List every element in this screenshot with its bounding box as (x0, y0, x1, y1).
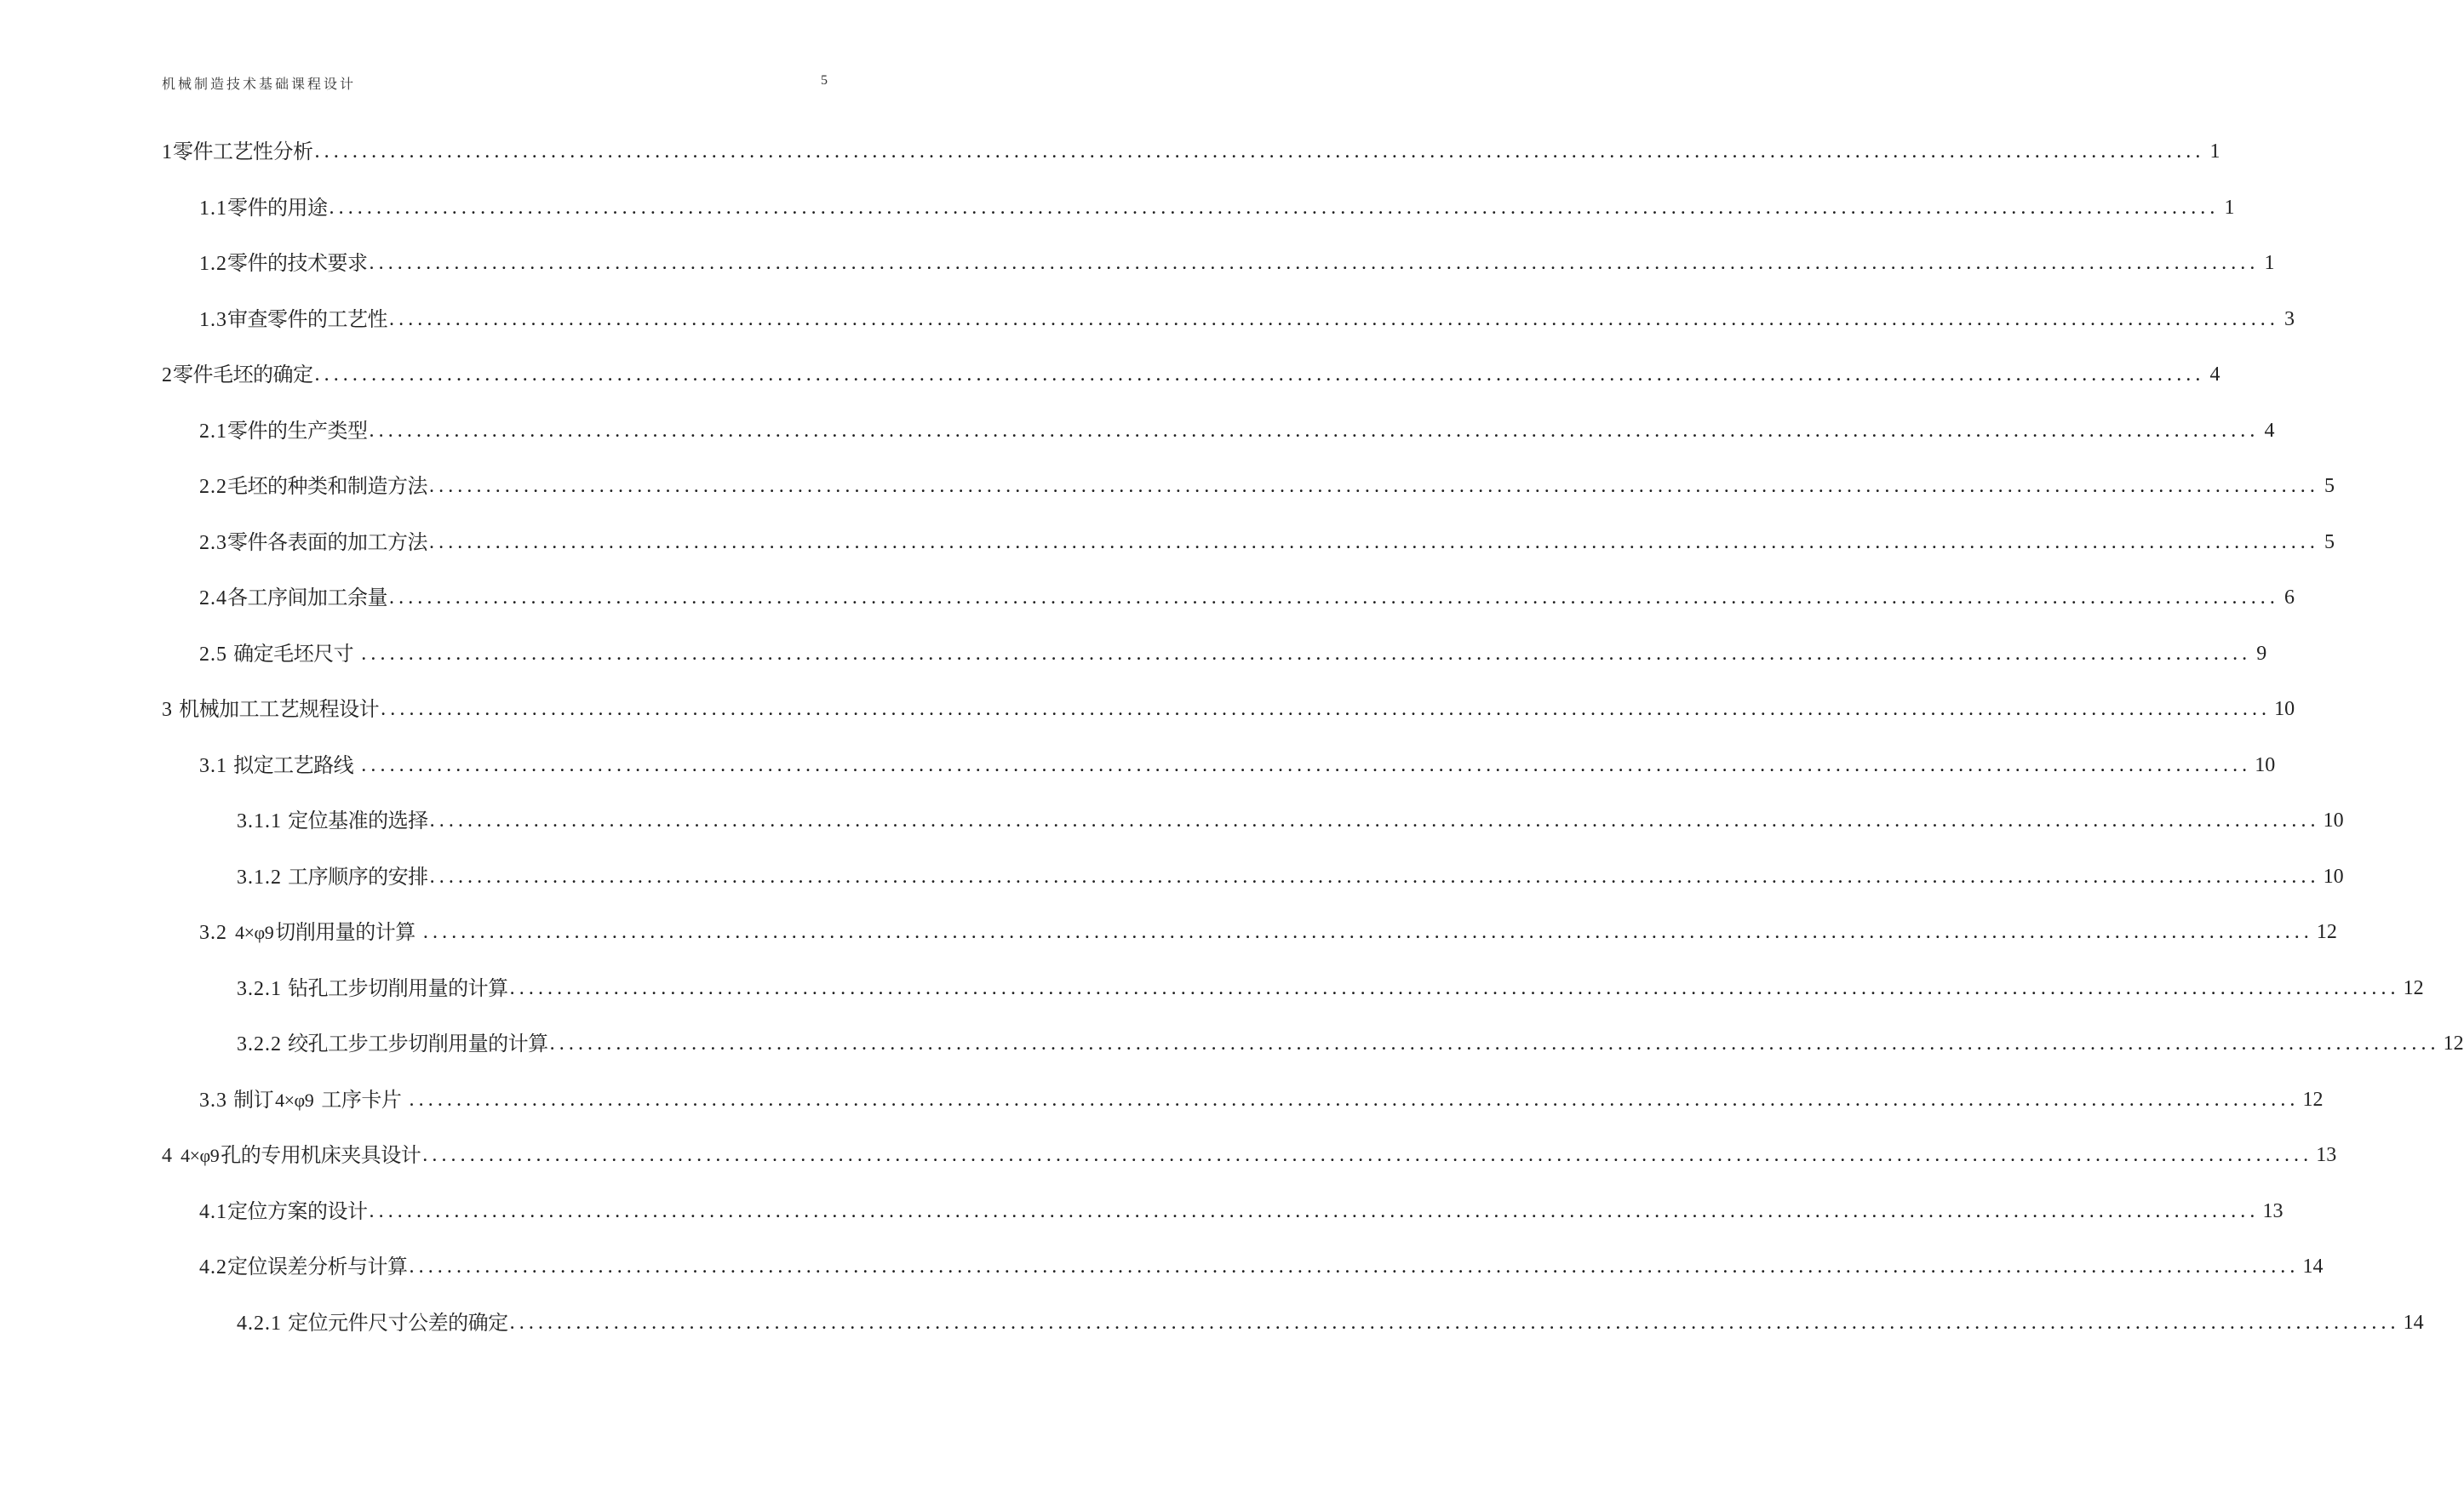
toc-dot-leader: ........................................................................................................................................................................................................ (369, 419, 2260, 442)
toc-entry-page: 10 (2255, 753, 2276, 776)
toc-entry[interactable] (162, 138, 2220, 194)
toc-dot-leader: ........................................................................................................................................................................................................ (369, 1199, 2260, 1222)
toc-entry-number: 3.1 (199, 754, 227, 777)
toc-entry-label (199, 918, 421, 947)
toc-entry[interactable] (162, 361, 2220, 417)
toc-entry-title: 拟定工艺路线 (227, 752, 360, 777)
toc-entry-page: 14 (2403, 1311, 2424, 1334)
toc-entry-number: 2.4 (199, 587, 227, 609)
toc-entry[interactable] (162, 1309, 2424, 1365)
toc-entry-title: 定位方案的设计 (227, 1198, 368, 1223)
toc-entry[interactable] (162, 417, 2275, 473)
toc-entry[interactable] (162, 306, 2295, 362)
toc-dot-leader: ........................................................................................................................................................................................................ (509, 1311, 2400, 1334)
toc-dot-leader: ........................................................................................................................................................................................................ (422, 921, 2313, 943)
toc-entry-label (162, 138, 313, 166)
toc-entry-label (199, 1253, 408, 1281)
toc-entry-page: 4 (2264, 419, 2275, 442)
toc-entry-title: 零件毛坯的确定 (173, 363, 313, 386)
toc-entry-page: 1 (2264, 252, 2275, 274)
toc-entry-page: 3 (2284, 307, 2295, 330)
toc-entry[interactable] (162, 1198, 2283, 1254)
toc-entry-page: 12 (2302, 1088, 2324, 1111)
toc-entry-label (199, 306, 387, 334)
toc-entry-title: 定位元件尺寸公差的确定 (282, 1310, 508, 1335)
toc-dot-leader: ........................................................................................................................................................................................................ (549, 1033, 2440, 1055)
toc-entry-number: 1.2 (199, 253, 227, 275)
toc-entry-label (199, 249, 368, 277)
toc-entry-label (237, 1030, 548, 1058)
toc-entry-number: 2.3 (199, 531, 227, 554)
toc-entry[interactable] (162, 1141, 2337, 1198)
toc-entry-title: 零件的技术要求 (227, 251, 368, 275)
toc-entry-title: 孔的专用机床夹具设计 (221, 1143, 421, 1167)
toc-entry-page: 5 (2324, 475, 2335, 497)
toc-dot-leader: ........................................................................................................................................................................................................ (389, 586, 2279, 609)
toc-entry-title: 确定毛坯尺寸 (227, 641, 360, 666)
toc-entry-title: 绞孔工步工步切削用量的计算 (282, 1032, 548, 1055)
toc-entry-page: 12 (2403, 976, 2424, 999)
toc-dot-leader: ........................................................................................................................................................................................................ (369, 252, 2260, 274)
toc-entry-title: 零件各表面的加工方法 (227, 529, 427, 554)
toc-entry-title: 钻孔工步切削用量的计算 (282, 975, 508, 1000)
toc-entry-label (162, 361, 313, 389)
toc-entry-title: 零件的生产类型 (227, 418, 368, 443)
toc-entry-page: 10 (2323, 865, 2344, 888)
toc-entry[interactable] (162, 640, 2267, 696)
toc-dot-leader: ........................................................................................................................................................................................................ (314, 140, 2205, 163)
toc-entry[interactable] (162, 918, 2337, 975)
header-page-number: 5 (821, 73, 828, 88)
toc-entry-label (237, 1309, 508, 1337)
toc-entry-number: 3.1.2 (237, 866, 282, 889)
toc-entry-page: 9 (2256, 642, 2267, 665)
table-of-contents (162, 138, 2464, 1364)
toc-entry-label (199, 529, 427, 557)
toc-entry[interactable] (162, 472, 2335, 529)
toc-entry-title: 审查零件的工艺性 (227, 306, 387, 331)
toc-entry[interactable] (162, 1030, 2464, 1086)
toc-entry[interactable] (162, 975, 2424, 1031)
toc-entry-label (199, 640, 359, 668)
toc-entry-page: 14 (2302, 1256, 2324, 1278)
toc-entry-title: 机械加工工艺规程设计 (173, 697, 380, 721)
toc-entry-number: 1 (162, 141, 173, 163)
toc-entry[interactable] (162, 863, 2344, 919)
toc-dot-leader: ........................................................................................................................................................................................................ (381, 698, 2272, 720)
toc-entry-prefix: 制订 (227, 1087, 274, 1112)
toc-dot-leader: ........................................................................................................................................................................................................ (409, 1256, 2300, 1278)
toc-entry-label (199, 417, 368, 445)
toc-entry-title: 零件的用途 (227, 195, 328, 220)
toc-dot-leader: ........................................................................................................................................................................................................ (329, 196, 2220, 219)
toc-entry[interactable] (162, 695, 2295, 752)
toc-entry-page: 1 (2209, 140, 2220, 163)
toc-entry-formula: 4×φ9 (275, 1089, 314, 1111)
toc-dot-leader: ........................................................................................................................................................................................................ (429, 530, 2319, 553)
toc-dot-leader: ........................................................................................................................................................................................................ (314, 363, 2205, 386)
toc-entry-label (237, 975, 508, 1003)
toc-dot-leader: ........................................................................................................................................................................................................ (509, 976, 2400, 999)
toc-dot-leader: ........................................................................................................................................................................................................ (429, 475, 2319, 497)
toc-entry[interactable] (162, 1086, 2324, 1142)
toc-entry-label (237, 807, 428, 835)
toc-dot-leader: ........................................................................................................................................................................................................ (361, 642, 2252, 665)
toc-dot-leader: ........................................................................................................................................................................................................ (422, 1144, 2313, 1166)
toc-entry-number: 1.3 (199, 308, 227, 331)
toc-entry-page: 13 (2262, 1199, 2283, 1222)
toc-entry-title: 切削用量的计算 (275, 920, 421, 944)
page-header (162, 73, 828, 99)
toc-entry-number: 4.2 (199, 1256, 227, 1278)
toc-entry[interactable] (162, 529, 2335, 585)
toc-entry-number: 4.2.1 (237, 1312, 282, 1335)
toc-entry[interactable] (162, 584, 2295, 640)
toc-entry[interactable] (162, 194, 2235, 250)
toc-entry-page: 10 (2274, 698, 2295, 720)
toc-entry-page: 6 (2284, 586, 2295, 609)
toc-entry[interactable] (162, 807, 2344, 863)
toc-entry-page: 13 (2316, 1144, 2337, 1166)
header-title: 机械制造技术基础课程设计 (162, 76, 357, 92)
toc-entry-title: 定位基准的选择 (282, 809, 428, 832)
toc-entry-number: 2 (162, 364, 173, 386)
toc-entry-number: 3.2.1 (237, 977, 282, 1000)
toc-entry[interactable] (162, 752, 2276, 808)
toc-entry-label (199, 194, 328, 222)
toc-entry-title: 定位误差分析与计算 (227, 1255, 408, 1278)
toc-entry-number: 2.5 (199, 643, 227, 666)
toc-entry-number: 3.2 (199, 922, 227, 944)
toc-entry-page: 5 (2324, 530, 2335, 553)
toc-entry-number: 3.1.1 (237, 810, 282, 832)
toc-entry-label (199, 584, 387, 612)
toc-entry-title: 各工序间加工余量 (227, 586, 387, 609)
toc-entry-label (199, 472, 427, 501)
toc-entry-page: 12 (2316, 921, 2337, 943)
toc-entry-formula: 4×φ9 (235, 922, 274, 943)
toc-dot-leader: ........................................................................................................................................................................................................ (361, 753, 2252, 776)
toc-entry-formula: 4×φ9 (181, 1145, 220, 1166)
toc-entry-number: 2.1 (199, 420, 227, 443)
toc-dot-leader: ........................................................................................................................................................................................................ (389, 307, 2279, 330)
toc-entry-number: 3 (162, 699, 173, 721)
toc-entry-title: 零件工艺性分析 (173, 140, 313, 163)
toc-entry-number: 3.3 (199, 1089, 227, 1112)
toc-dot-leader: ........................................................................................................................................................................................................ (429, 809, 2320, 832)
toc-entry-page: 12 (2443, 1033, 2464, 1055)
toc-entry-label (199, 752, 359, 780)
toc-entry[interactable] (162, 249, 2275, 306)
toc-entry-label (199, 1086, 408, 1114)
toc-entry-label (162, 1141, 421, 1170)
toc-entry-page: 4 (2209, 363, 2220, 386)
toc-dot-leader: ........................................................................................................................................................................................................ (429, 865, 2320, 888)
toc-entry-page: 10 (2323, 809, 2344, 832)
toc-entry-number: 4.1 (199, 1200, 227, 1223)
toc-entry-label (237, 863, 428, 891)
toc-entry-label (162, 695, 379, 724)
toc-entry-title: 工序顺序的安排 (282, 864, 428, 889)
toc-entry-number: 4 (162, 1145, 173, 1167)
toc-entry-label (199, 1198, 368, 1226)
toc-entry-number: 1.1 (199, 197, 227, 220)
toc-entry-title: 工序卡片 (315, 1087, 408, 1112)
toc-entry-number: 2.2 (199, 476, 227, 498)
toc-entry-page: 1 (2224, 196, 2235, 219)
toc-entry-number: 3.2.2 (237, 1033, 282, 1055)
toc-entry-title: 毛坯的种类和制造方法 (227, 474, 427, 498)
toc-entry[interactable] (162, 1253, 2324, 1309)
toc-dot-leader: ........................................................................................................................................................................................................ (409, 1088, 2300, 1111)
